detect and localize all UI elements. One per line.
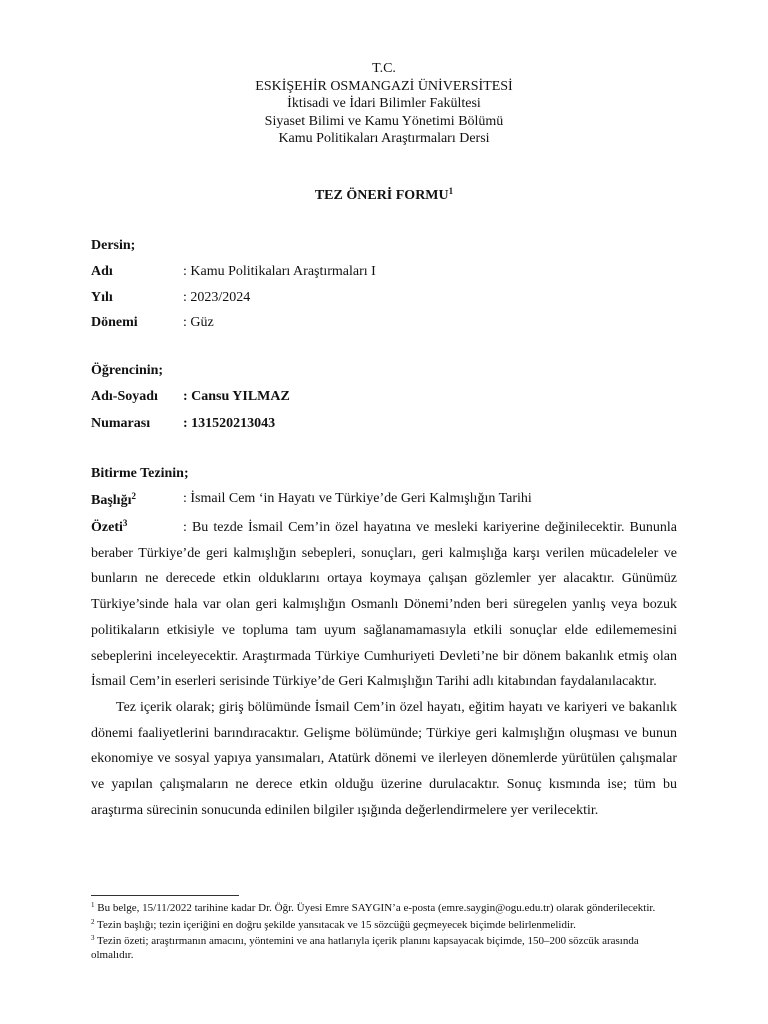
footnote-3-text: Tezin özeti; araştırmanın amacını, yöntemini ve ana hatlarıyla içerik planını kapsayacak biçimde, 150–200 sözcük arasında olmalıdır. [91, 935, 639, 961]
footnote-separator [91, 895, 239, 896]
footnote-2 [91, 916, 677, 933]
student-name-value: : Cansu YILMAZ [183, 389, 290, 404]
form-title-text: TEZ ÖNERİ FORMU [314, 188, 449, 203]
course-term-value: : Güz [183, 315, 214, 330]
thesis-title-value: : İsmail Cem ‘in Hayatı ve Türkiye’de Geri Kalmışlığın Tarihi [183, 491, 532, 506]
footnote-2-number: 2 [91, 917, 95, 926]
course-name-value: : Kamu Politikaları Araştırmaları I [183, 264, 376, 279]
student-number-label: Numarası [91, 416, 151, 431]
thesis-heading: Bitirme Tezinin; [91, 466, 189, 481]
header-faculty: İktisadi ve İdari Bilimler Fakültesi [287, 96, 481, 111]
header-course: Kamu Politikaları Araştırmaları Dersi [278, 131, 490, 146]
document-header [0, 60, 768, 148]
footnote-1 [91, 899, 677, 916]
course-year-label: Yılı [91, 290, 113, 305]
footnote-ref-2: 2 [131, 491, 136, 501]
thesis-summary [91, 511, 677, 823]
summary-paragraph-2: Tez içerik olarak; giriş bölümünde İsmail Cem’in özel hayatı, eğitim hayatı ve kariyeri ve bakanlık dönemi faaliyetlerini barındıracaktır. Gelişme bölümünde; Türkiye geri kalmışlığın oluşması ve bunun ekonomiye ve sosyal yapıya yansımaları, Atatürk dönemi ve ilerleyen dönemlerde yürütülen çalışmalar ve yapılan çalışmaların ne derece etkin olduğu üzerine durulacaktır. Sonuç kısmında ise; tüm bu araştırma sürecinin sonucunda edinilen bilgiler ışığında değerlendirmelere yer verilecektir. [91, 699, 677, 818]
footnote-1-number: 1 [91, 901, 95, 909]
form-title [0, 186, 768, 204]
footnote-ref-1: 1 [448, 186, 454, 196]
footnote-3 [91, 932, 677, 962]
footnotes [91, 899, 677, 962]
course-year-value: : 2023/2024 [183, 290, 251, 305]
student-number-value: : 131520213043 [183, 416, 276, 431]
footnote-ref-3: 3 [122, 518, 128, 528]
thesis-summary-label-text: Özeti [91, 520, 123, 535]
course-name-label: Adı [91, 264, 113, 279]
footnote-1-text: Bu belge, 15/11/2022 tarihine kadar Dr. Öğr. Üyesi Emre SAYGIN’a e-posta (emre.saygin@ogu.edu.tr) olarak gönderilecektir. [94, 902, 656, 914]
footnote-2-text: Tezin başlığı; tezin içeriğini en doğru şekilde yansıtacak ve 15 sözcüğü geçmeyecek biçimde belirlenmelidir. [94, 918, 576, 931]
thesis-summary-label [91, 511, 183, 541]
student-heading: Öğrencinin; [91, 363, 164, 378]
header-country: T.C. [372, 61, 396, 76]
summary-paragraph-1-text: : Bu tezde İsmail Cem’in özel hayatına ve mesleki kariyerine değinilecektir. Bununla beraber Türkiye’de geri kalmışlığın sebepleri, sonuçları, geri kalmışlığa karşı verilen mücadeleler ve bunların ne derecede etkin olduklarını ortaya koymaya çalışan gözlemler yer alacaktır. Günümüz Türkiye’sinde hala var olan geri kalmışlığın Osmanlı Dönemi’nden beri süregelen yanlış veya bozuk politikaların etkisiyle ve topluma tam uyum sağlanamamasıyla etkili sonuçlar elde edilememesini sebeplerini inceleyecektir. Araştırmada Türkiye Cumhuriyeti Devleti’ne bir dönem bakanlık etmiş olan İsmail Cem’in eserleri serisinde Türkiye’de Geri Kalmışlığın Tarihi adlı kitabından faydalanılacaktır. [91, 520, 677, 690]
header-department: Siyaset Bilimi ve Kamu Yönetimi Bölümü [264, 113, 504, 129]
course-heading: Dersin; [91, 238, 136, 253]
footnote-3-number: 3 [91, 934, 95, 943]
header-university: ESKİŞEHİR OSMANGAZİ ÜNİVERSİTESİ [255, 78, 513, 94]
student-name-label: Adı-Soyadı [91, 389, 158, 404]
course-term-label: Dönemi [91, 315, 138, 330]
thesis-title-label-text: Başlığı [91, 493, 132, 508]
summary-paragraph-1 [91, 511, 677, 695]
thesis-title-label [91, 491, 136, 509]
